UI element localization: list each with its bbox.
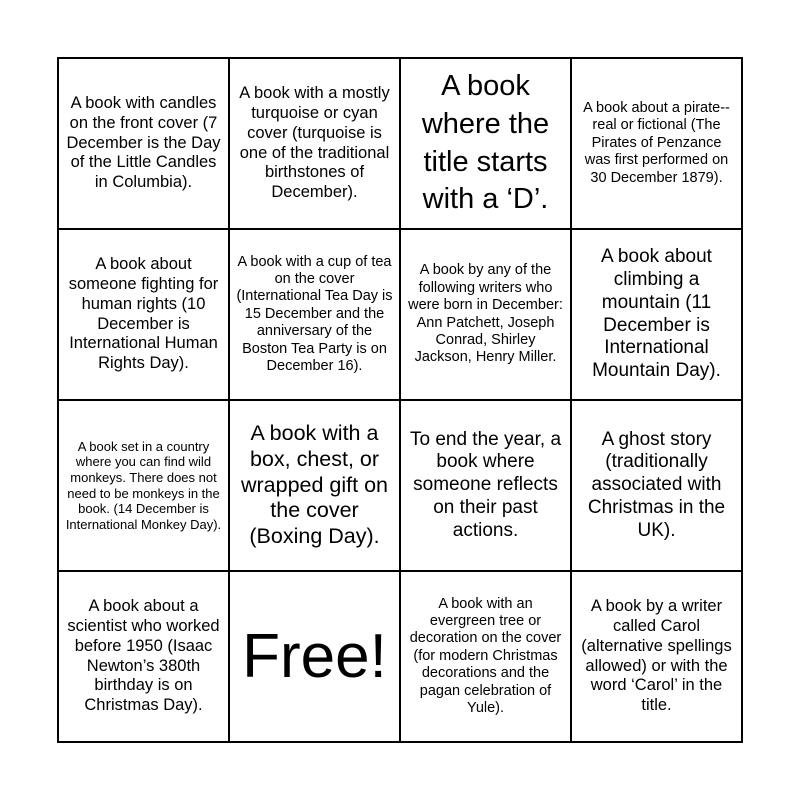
bingo-cell-r4c3[interactable] xyxy=(401,572,572,743)
cell-text: A book by any of the following writers who were born in December: Ann Patchett, Joseph Conrad, Shirley Jackson, Henry Miller. xyxy=(408,262,563,366)
bingo-cell-r1c4[interactable] xyxy=(572,59,743,230)
bingo-cell-r2c4[interactable] xyxy=(572,230,743,401)
cell-text: A book with a mostly turquoise or cyan cover (turquoise is one of the traditional birthstones of December). xyxy=(239,84,390,202)
bingo-cell-r3c3[interactable] xyxy=(401,401,572,572)
bingo-board xyxy=(57,57,743,743)
cell-text: A book with a cup of tea on the cover (International Tea Day is 15 December and the anniversary of the Boston Tea Party is on December 16). xyxy=(236,253,393,374)
cell-text: A book about climbing a mountain (11 December is International Mountain Day). xyxy=(592,246,721,382)
cell-text: A book by a writer called Carol (alternative spellings allowed) or with the word ‘Carol’ in the title. xyxy=(581,597,732,715)
cell-text: A book with a box, chest, or wrapped gift on the cover (Boxing Day). xyxy=(240,421,388,549)
bingo-cell-r2c3[interactable] xyxy=(401,230,572,401)
bingo-cell-free[interactable] xyxy=(230,572,401,743)
bingo-cell-r2c2[interactable] xyxy=(230,230,401,401)
bingo-cell-r3c2[interactable] xyxy=(230,401,401,572)
cell-text: A book set in a country where you can find wild monkeys. There does not need to be monkeys in the book. (14 December is International Monkey Day). xyxy=(65,438,222,532)
bingo-cell-r3c4[interactable] xyxy=(572,401,743,572)
cell-text: A book where the title starts with a ‘D’. xyxy=(421,70,550,216)
bingo-cell-r1c1[interactable] xyxy=(59,59,230,230)
cell-text: A book about someone fighting for human rights (10 December is International Human Rights Day). xyxy=(68,255,219,373)
bingo-cell-r1c3[interactable] xyxy=(401,59,572,230)
bingo-cell-r1c2[interactable] xyxy=(230,59,401,230)
cell-text: A book about a scientist who worked before 1950 (Isaac Newton’s 380th birthday is on Christmas Day). xyxy=(67,597,220,715)
cell-text: A book with candles on the front cover (7 December is the Day of the Little Candles in Columbia). xyxy=(66,94,221,192)
cell-text: To end the year, a book where someone reflects on their past actions. xyxy=(409,428,562,541)
cell-text: A book about a pirate--real or fictional (The Pirates of Penzance was first performed on 30 December 1879). xyxy=(583,100,730,186)
bingo-cell-r2c1[interactable] xyxy=(59,230,230,401)
bingo-cell-r4c1[interactable] xyxy=(59,572,230,743)
cell-text: A book with an evergreen tree or decoration on the cover (for modern Christmas decorations and the pagan celebration of Yule). xyxy=(409,595,562,716)
bingo-cell-r4c4[interactable] xyxy=(572,572,743,743)
cell-text: A ghost story (traditionally associated with Christmas in the UK). xyxy=(587,428,726,541)
bingo-cell-r3c1[interactable] xyxy=(59,401,230,572)
free-space-label: Free! xyxy=(242,621,387,691)
